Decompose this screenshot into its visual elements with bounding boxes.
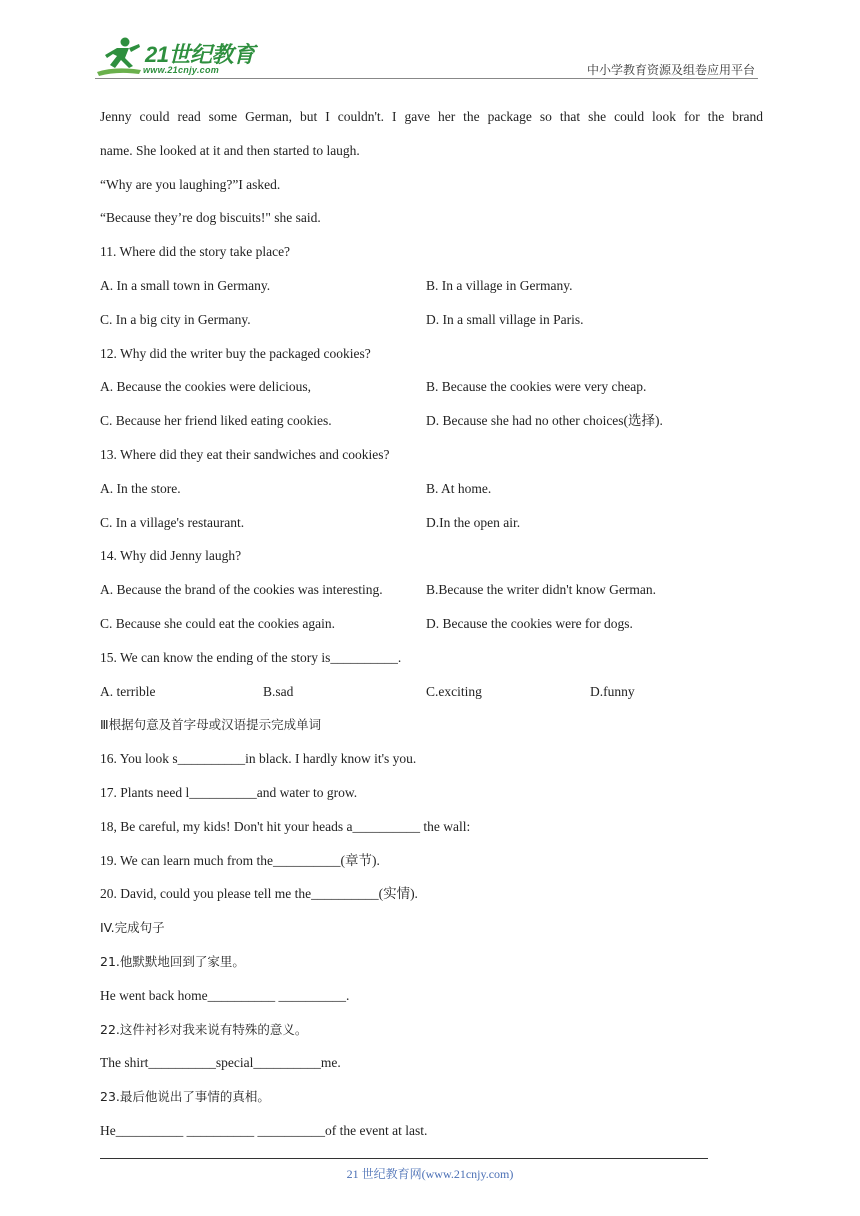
option-b: B. At home. [426,480,492,496]
footer-divider [100,1158,708,1159]
option-c: C.exciting [426,683,482,699]
logo-text: 21世纪教育 [145,42,255,67]
fill-item: 18, Be careful, my kids! Don't hit your heads a__________ the wall: [100,818,471,834]
option-d: D. In a small village in Paris. [426,311,584,327]
option-a: A. In the store. [100,480,181,496]
header-platform-name: 中小学教育资源及组卷应用平台 [586,63,755,77]
sentence-answer-en: The shirt__________special__________me. [100,1055,341,1071]
question-15: 15. We can know the ending of the story is__________. [100,649,402,665]
fill-item: 17. Plants need l__________and water to grow. [100,784,358,800]
question-12: 12. Why did the writer buy the packaged cookies? [100,345,371,361]
option-row [100,506,763,540]
passage-line: “Why are you laughing?”I asked. [100,176,281,192]
option-row [100,607,763,641]
passage-line: “Because they’re dog biscuits!" she said. [100,210,321,226]
question-13: 13. Where did they eat their sandwiches and cookies? [100,446,390,462]
sentence-prompt-cn: 22.这件衬衫对我来说有特殊的意义。 [100,1021,308,1037]
passage-line: Jenny could read some German, but I couldn't. I gave her the package so that she could look for the brand [100,109,763,124]
passage-line: name. She looked at it and then started to laugh. [100,142,360,158]
footer-text: 21 世纪教育网(www.21cnjy.com) [346,1167,514,1181]
option-d: D.In the open air. [426,514,521,530]
section-4-title: IV.完成句子 [100,920,165,936]
option-d: D. Because the cookies were for dogs. [426,615,633,631]
fill-item: 20. David, could you please tell me the__________(实情). [100,886,418,902]
option-a: A. In a small town in Germany. [100,277,271,293]
option-c: C. Because she could eat the cookies again. [100,615,336,631]
option-d: D. Because she had no other choices(选择). [426,413,663,429]
option-b: B. Because the cookies were very cheap. [426,379,647,395]
logo [95,36,265,78]
option-b: B.Because the writer didn't know German. [426,582,656,598]
runner-logo-icon [95,36,147,78]
sentence-prompt-cn: 23.最后他说出了事情的真相。 [100,1089,270,1105]
option-row [100,472,763,506]
sentence-answer-en: He went back home__________ __________. [100,987,350,1003]
option-row [100,404,763,438]
logo-url: www.21cnjy.com [143,65,220,75]
question-14: 14. Why did Jenny laugh? [100,548,242,564]
sentence-prompt-cn: 21.他默默地回到了家里。 [100,953,245,969]
option-b: B. In a village in Germany. [426,277,573,293]
sentence-answer-en: He__________ __________ __________of the event at last. [100,1122,428,1138]
option-row [100,269,763,303]
option-row [100,675,763,709]
fill-item: 19. We can learn much from the__________(章节). [100,852,380,868]
option-c: C. In a village's restaurant. [100,514,245,530]
option-c: C. In a big city in Germany. [100,311,251,327]
option-a: A. terrible [100,683,156,699]
option-d: D.funny [590,683,635,699]
option-c: C. Because her friend liked eating cookies. [100,413,332,429]
option-row [100,573,763,607]
document-body [100,100,763,1148]
fill-item: 16. You look s__________in black. I hardly know it's you. [100,751,417,767]
header-divider [95,78,758,79]
option-a: A. Because the cookies were delicious, [100,379,312,395]
page-header [0,0,860,82]
option-a: A. Because the brand of the cookies was interesting. [100,582,383,598]
section-3-title: Ⅲ根据句意及首字母或汉语提示完成单词 [100,717,322,733]
option-b: B.sad [263,683,294,699]
option-row [100,370,763,404]
question-11: 11. Where did the story take place? [100,244,291,260]
option-row [100,303,763,337]
